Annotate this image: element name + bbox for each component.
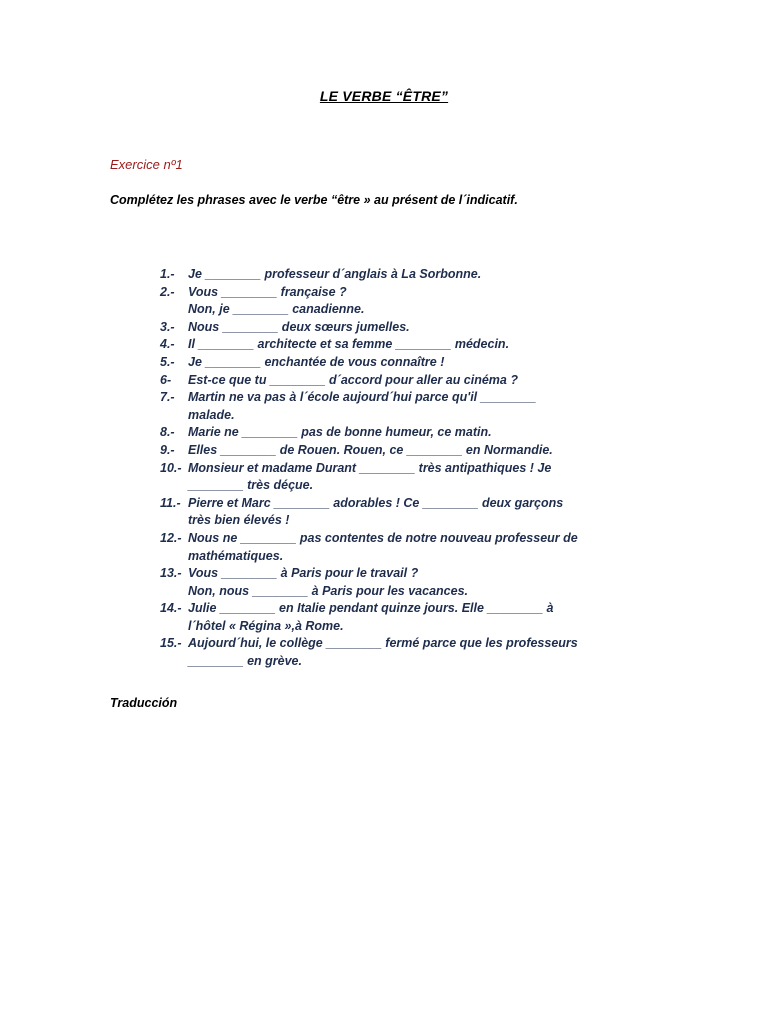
traduccion-label: Traducción xyxy=(110,696,178,710)
exercise-item xyxy=(160,284,620,319)
exercise-item-text xyxy=(188,600,620,635)
exercise-item-line: Je ________ professeur d´anglais à La Sorbonne. xyxy=(188,267,482,281)
exercise-item-line: Je ________ enchantée de vous connaître ! xyxy=(188,354,445,369)
exercise-item xyxy=(160,389,620,424)
exercise-item xyxy=(160,442,620,460)
exercise-item-line: Non, nous ________ à Paris pour les vacances. xyxy=(188,583,469,598)
exercise-item-text xyxy=(188,635,620,670)
exercise-item-number: 5.- xyxy=(160,354,175,369)
exercise-item-line: Nous ________ deux sœurs jumelles. xyxy=(188,319,410,334)
exercise-item xyxy=(160,600,620,635)
exercise-item-text xyxy=(188,565,620,600)
exercise-item-text xyxy=(188,530,620,565)
exercise-item-number: 10.- xyxy=(160,460,182,475)
exercise-item-text xyxy=(188,495,620,530)
exercise-item-text xyxy=(188,284,620,319)
exercise-list xyxy=(160,266,620,671)
exercise-item-text xyxy=(188,442,620,460)
exercise-item-number: 13.- xyxy=(160,566,182,581)
document-title: LE VERBE “ÊTRE” xyxy=(319,88,449,104)
exercise-item-text xyxy=(188,460,620,495)
exercise-item xyxy=(160,424,620,442)
exercise-item-number: 15.- xyxy=(160,636,182,651)
exercise-item-line: mathématiques. xyxy=(188,548,284,563)
exercise-item-number: 11.- xyxy=(160,495,181,510)
exercise-item-line: Marie ne ________ pas de bonne humeur, ce matin. xyxy=(188,425,492,440)
exercise-item-line: Elles ________ de Rouen. Rouen, ce ________ en Normandie. xyxy=(188,442,553,457)
exercise-item-text xyxy=(188,424,620,442)
exercise-item-text xyxy=(188,354,620,372)
exercise-instruction: Complétez les phrases avec le verbe “être » au présent de l´indicatif. xyxy=(110,193,518,207)
exercise-item xyxy=(160,319,620,337)
exercise-item-line: Monsieur et madame Durant ________ très antipathiques ! Je xyxy=(188,460,552,475)
exercise-item xyxy=(160,266,620,284)
exercise-item xyxy=(160,354,620,372)
exercise-item-number: 4.- xyxy=(160,337,175,352)
exercise-item-number: 2.- xyxy=(160,284,175,299)
exercise-item-text xyxy=(188,266,620,284)
exercise-item-number: 9.- xyxy=(160,442,175,457)
exercise-item xyxy=(160,635,620,670)
exercise-item xyxy=(160,530,620,565)
exercise-item-line: ________ en grève. xyxy=(188,654,302,669)
exercise-item-line: Non, je ________ canadienne. xyxy=(188,302,365,317)
exercise-item-line: Martin ne va pas à l´école aujourd´hui parce qu'il ________ xyxy=(188,390,537,405)
exercise-item-number: 7.- xyxy=(160,390,175,405)
exercise-item xyxy=(160,372,620,390)
exercise-item-number: 1.- xyxy=(160,267,175,281)
exercise-item-line: l´hôtel « Régina »,à Rome. xyxy=(188,618,344,633)
exercise-item-line: Pierre et Marc ________ adorables ! Ce ________ deux garçons xyxy=(188,495,564,510)
exercise-item xyxy=(160,460,620,495)
exercise-item-number: 12.- xyxy=(160,530,182,545)
exercise-item-line: Vous ________ française ? xyxy=(188,284,347,299)
exercise-item-text xyxy=(188,336,620,354)
exercise-item-number: 14.- xyxy=(160,601,182,616)
exercise-item-text xyxy=(188,372,620,390)
exercise-item-line: Aujourd´hui, le collège ________ fermé parce que les professeurs xyxy=(188,636,578,651)
exercise-item-line: Il ________ architecte et sa femme ________ médecin. xyxy=(188,337,510,352)
exercise-item-line: très bien élevés ! xyxy=(188,513,290,528)
exercise-item-line: Vous ________ à Paris pour le travail ? xyxy=(188,566,419,581)
exercise-item-number: 6- xyxy=(160,372,172,387)
exercise-item xyxy=(160,565,620,600)
exercise-heading: Exercice nº1 xyxy=(110,157,183,172)
exercise-item-number: 8.- xyxy=(160,425,175,440)
exercise-item-text xyxy=(188,389,620,424)
exercise-item-line: Julie ________ en Italie pendant quinze jours. Elle ________ à xyxy=(188,601,554,616)
exercise-item-text xyxy=(188,319,620,337)
exercise-item-line: ________ très déçue. xyxy=(188,478,314,493)
exercise-item-line: Nous ne ________ pas contentes de notre nouveau professeur de xyxy=(188,530,578,545)
exercise-item xyxy=(160,495,620,530)
exercise-item-line: Est-ce que tu ________ d´accord pour aller au cinéma ? xyxy=(188,372,518,387)
exercise-item-number: 3.- xyxy=(160,319,175,334)
exercise-item xyxy=(160,336,620,354)
exercise-item-line: malade. xyxy=(188,407,235,422)
